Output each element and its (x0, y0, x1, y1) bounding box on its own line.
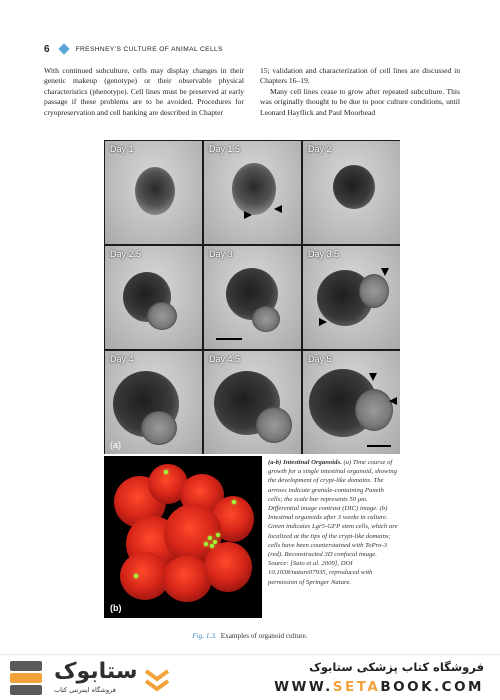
url-prefix: WWW. (274, 679, 333, 695)
organoid-red (204, 542, 252, 592)
figure-a-label: (a) (110, 440, 121, 450)
gfp-cell (164, 470, 168, 474)
url-accent: SETA (332, 679, 381, 695)
gfp-cell (232, 500, 236, 504)
figure-number: Fig. 1.3. (192, 632, 217, 640)
figure-a-timecourse (104, 140, 400, 454)
figure-b-confocal (104, 456, 262, 618)
panel-day-4-5 (204, 351, 301, 454)
gfp-cell (210, 544, 214, 548)
store-name: فروشگاه کتاب پزشکی ستابوک (309, 660, 484, 674)
footer-banner (0, 654, 500, 700)
logo-text: ستابوک (54, 659, 138, 684)
setabook-logo[interactable] (10, 659, 170, 699)
arrow-icon (369, 373, 377, 381)
page-number: 6 (44, 43, 50, 55)
figure-caption (0, 632, 500, 640)
gfp-cell (208, 536, 212, 540)
panel-day-3-5 (303, 246, 400, 349)
body-paragraph: 15; validation and characterization of cell lines are discussed in Chapters 16–19. (260, 66, 460, 86)
organoid (135, 167, 175, 215)
gfp-cell (134, 574, 138, 578)
arrow-icon (389, 397, 397, 405)
body-paragraph: Many cell lines cease to grow after repeated subculture. This was originally thought to be due to poor culture conditions, until Leonard Hayflick and Paul Moorhead (260, 86, 460, 117)
left-column (44, 66, 244, 118)
scale-bar (367, 445, 391, 447)
gfp-cell (216, 533, 220, 537)
panel-label: Day 5 (308, 354, 332, 364)
caption-title: (a-b) Intestinal Organoids. (268, 459, 342, 466)
organoid (333, 165, 375, 209)
panel-day-1 (105, 141, 202, 244)
running-header (44, 42, 464, 56)
panel-label: Day 4 (110, 354, 134, 364)
arrow-icon (319, 318, 327, 326)
panel-day-2-5 (105, 246, 202, 349)
panel-label: Day 2.5 (110, 249, 142, 259)
chevron-logo-icon (142, 665, 172, 695)
gfp-cell (204, 542, 208, 546)
panel-day-5 (303, 351, 400, 454)
body-paragraph: With continued subculture, cells may display changes in their genetic makeup (genotype) or their observable physical characteristics (phenotype). Cell lines must be preserved at early passage if these problems are to be avoided. Procedures for cryopreservation and cell banking are described in Chapter (44, 66, 244, 117)
url-suffix: BOOK.COM (380, 679, 484, 695)
panel-label: Day 1 (110, 144, 134, 154)
arrow-icon (244, 211, 252, 219)
store-url-link[interactable] (274, 679, 484, 695)
logo-mark-icon (10, 661, 48, 695)
organoid (232, 163, 276, 215)
panel-label: Day 3.5 (308, 249, 340, 259)
diamond-icon (58, 43, 69, 54)
scale-bar (216, 338, 242, 340)
panel-label: Day 3 (209, 249, 233, 259)
caption-body: (a) Time course of growth for a single intestinal organoid, showing the development of crypt-like domains. The arrows indicate granule-containing Paneth cells; the scale bar represents 50 μm. Differential image contrast (DIC) image. (b) Intestinal organoids after 3 weeks in culture. Green indicates Lgr5-GFP stem cells, which are localized at the tips of the crypt-like domains; cells have been counterstained with ToPro-3 (red). Reconstructed 3D confocal image. Source: [Sato et al. 2009], DOI 10.1038/nature07935, reproduced with permission of Springer Nature. (268, 459, 398, 586)
panel-label: Day 2 (308, 144, 332, 154)
panel-day-3 (204, 246, 301, 349)
arrow-icon (381, 268, 389, 276)
figure-title: Examples of organoid culture. (220, 632, 308, 640)
organoid-bud (359, 274, 389, 308)
organoid-bud (355, 389, 393, 431)
gfp-cell (213, 540, 217, 544)
organoid-bud (252, 306, 280, 332)
running-head-title: FRESHNEY’S CULTURE OF ANIMAL CELLS (75, 45, 223, 53)
panel-day-1-5 (204, 141, 301, 244)
organoid-bud (147, 302, 177, 330)
panel-label: Day 1.5 (209, 144, 241, 154)
arrow-icon (274, 205, 282, 213)
figure-b-label: (b) (110, 603, 122, 613)
panel-day-2 (303, 141, 400, 244)
figure-side-caption (268, 458, 398, 587)
right-column (260, 66, 460, 118)
organoid-bud (256, 407, 292, 443)
organoid-bud (141, 411, 177, 445)
logo-subtitle: فروشگاه اینترنتی کتاب (54, 686, 116, 694)
panel-label: Day 4.5 (209, 354, 241, 364)
panel-day-4 (105, 351, 202, 454)
